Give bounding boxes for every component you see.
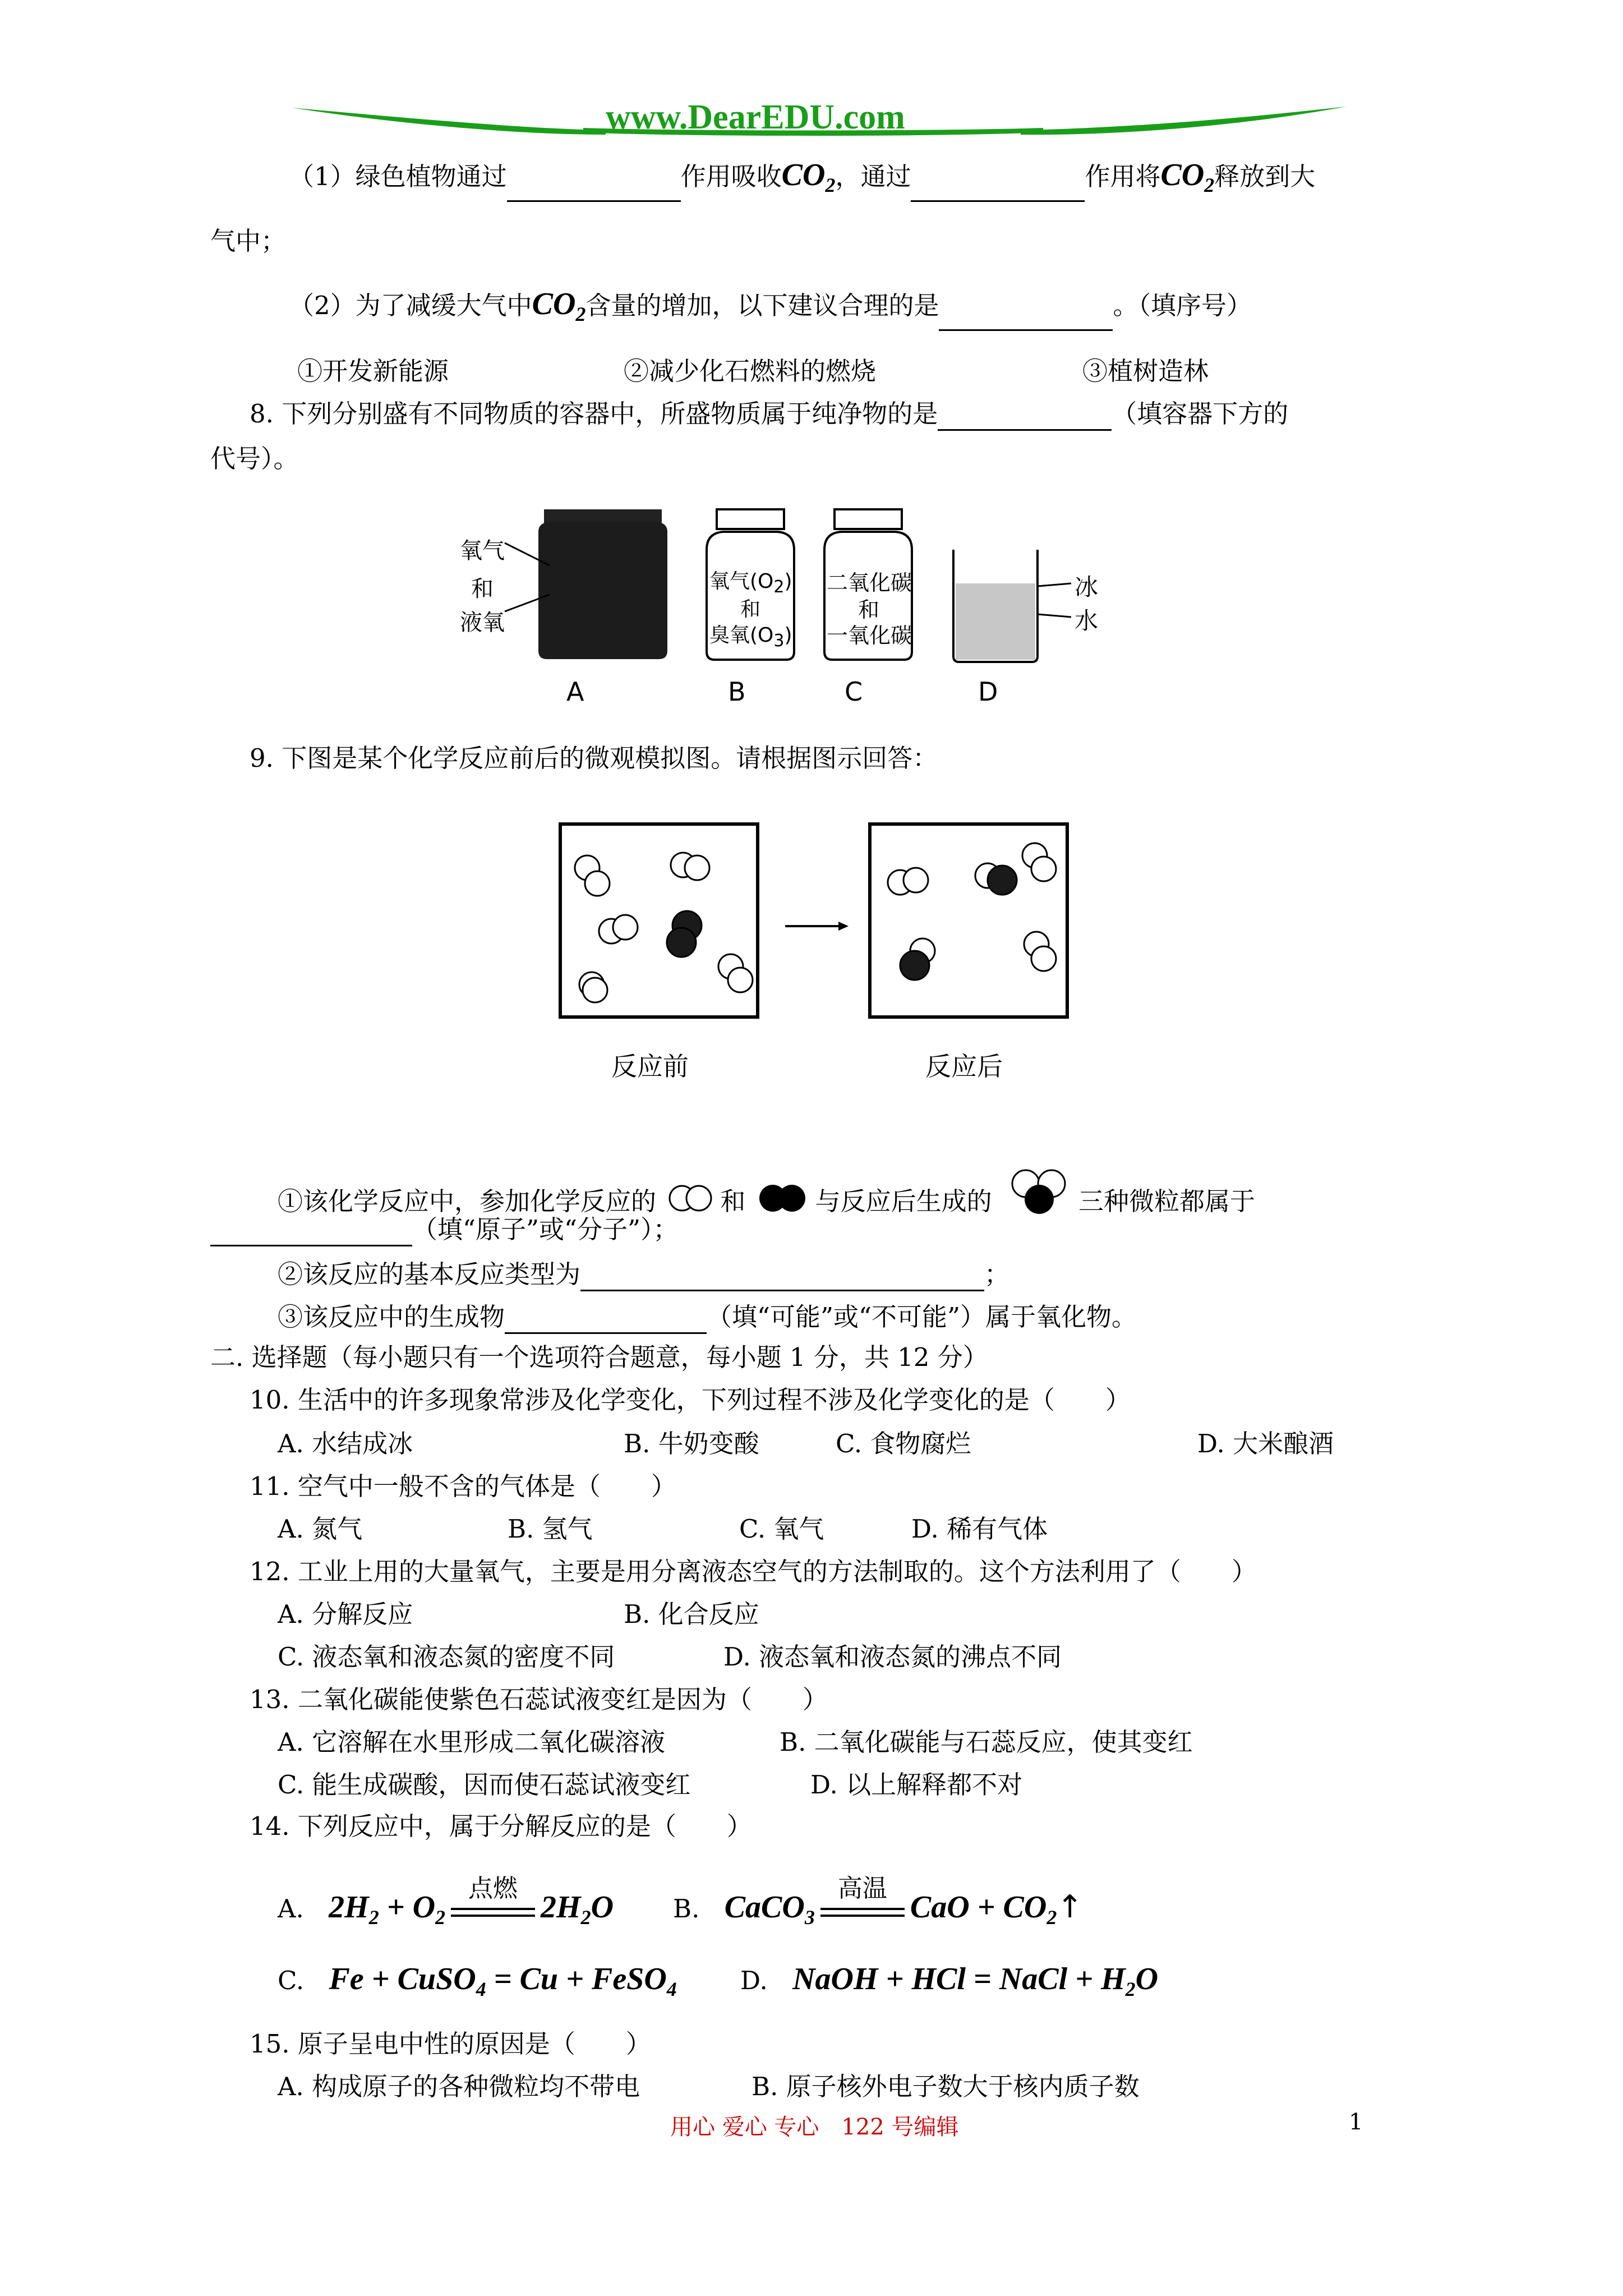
footer-text: 用心 爱心 专心 122 号编辑: [670, 2114, 959, 2140]
q7-part2: （2）为了减缓大气中$CO_2$含量的增加，以下建议合理的是 。（填序号）: [289, 287, 1252, 331]
q9-s2: ②该反应的基本反应类型为 ；: [278, 1258, 1009, 1291]
q7-opt3: ③植树造林: [1082, 356, 1209, 386]
label-d-line2: 水: [1075, 607, 1099, 634]
q14-option-b[interactable]: B. CaCO$_3$ 高温 CaO + $CO_2↑$: [673, 1874, 1083, 1929]
q10-option-d[interactable]: D. 大米酿酒: [1197, 1429, 1334, 1458]
containers-drawing: [460, 499, 1155, 668]
q15-stem: 15. 原子呈电中性的原因是（ ）: [250, 2029, 651, 2059]
q14-option-d[interactable]: D. NaOH + HCl = NaCl + $H_2O$: [740, 1962, 1159, 2001]
label-a-line1: 氧气: [460, 538, 505, 564]
q11-option-a[interactable]: A. 氮气: [278, 1514, 363, 1544]
q13-option-a[interactable]: A. 它溶解在水里形成二氧化碳溶液: [278, 1727, 666, 1757]
q7-opt1: ①开发新能源: [297, 356, 449, 386]
q8-stem: 8. 下列分别盛有不同物质的容器中，所盛物质属于纯净物的是 （填容器下方的: [250, 397, 1288, 431]
q12-stem: 12. 工业上用的大量氧气，主要是用分离液态空气的方法制取的。这个方法利用了（ ）: [250, 1557, 1257, 1586]
q13-option-b[interactable]: B. 二氧化碳能与石蕊反应，使其变红: [780, 1727, 1193, 1757]
q12-option-c[interactable]: C. 液态氧和液态氮的密度不同: [278, 1642, 615, 1672]
blank[interactable]: [507, 173, 681, 202]
after-caption: 反应后: [925, 1051, 1003, 1082]
before-caption: 反应前: [611, 1051, 689, 1082]
blank[interactable]: [210, 1218, 412, 1246]
mixed-molecule-icon: [1000, 1168, 1078, 1218]
label-b-line2: 和: [740, 598, 761, 621]
q12-option-b[interactable]: B. 化合反应: [624, 1599, 759, 1629]
label-b-line3: 臭氧$(O_3)$: [709, 624, 792, 651]
up-arrow-icon: ↑: [1057, 1889, 1083, 1925]
q14-stem: 14. 下列反应中，属于分解反应的是（ ）: [250, 1811, 752, 1841]
label-c-line2: 和: [858, 597, 880, 622]
q13-option-d[interactable]: D. 以上解释都不对: [810, 1770, 1023, 1800]
label-c-line1: 二氧化碳: [827, 570, 912, 595]
label-d-line1: 冰: [1075, 573, 1099, 601]
label-b-line1: 氧气$(O_2)$: [709, 570, 792, 597]
page-number: 1: [1349, 2109, 1363, 2135]
q14-option-c[interactable]: C. Fe + CuSO$_4$ = Cu + FeSO$_4$: [278, 1962, 677, 2001]
letter-d: D: [978, 677, 998, 707]
q10-option-c[interactable]: C. 食物腐烂: [836, 1429, 971, 1458]
q11-option-d[interactable]: D. 稀有气体: [911, 1514, 1048, 1544]
q7-opt2: ②减少化石燃料的燃烧: [624, 356, 877, 386]
q13-option-c[interactable]: C. 能生成碳酸，因而使石蕊试液变红: [278, 1770, 691, 1800]
condition-equals-sign: 点燃: [451, 1895, 535, 1927]
q10-option-a[interactable]: A. 水结成冰: [278, 1429, 413, 1458]
blank[interactable]: [939, 302, 1113, 331]
blank[interactable]: [938, 402, 1112, 431]
header-brand: www.DearEDU.com: [606, 98, 905, 136]
q9-s1-cont: （填“原子”或“分子”）；: [210, 1213, 679, 1246]
q8-containers-figure: [460, 499, 1155, 712]
black-molecule-icon: [754, 1185, 815, 1218]
q11-option-b[interactable]: B. 氢气: [508, 1514, 593, 1544]
letter-a: A: [566, 677, 584, 707]
q7-part1: （1）绿色植物通过 作用吸收$CO_2$，通过 作用将$CO_2$释放到大: [289, 158, 1315, 202]
label-c-line3: 一氧化碳: [827, 623, 912, 648]
q12-option-a[interactable]: A. 分解反应: [278, 1599, 413, 1629]
q13-stem: 13. 二氧化碳能使紫色石蕊试液变红是因为（ ）: [250, 1685, 828, 1714]
q9-stem: 9. 下图是某个化学反应前后的微观模拟图。请根据图示回答：: [250, 743, 938, 773]
letter-b: B: [728, 677, 746, 707]
q11-option-c[interactable]: C. 氧气: [739, 1514, 824, 1544]
blank[interactable]: [580, 1263, 984, 1291]
letter-c: C: [845, 677, 863, 707]
label-a-line2: 和: [471, 576, 494, 602]
q15-option-b[interactable]: B. 原子核外电子数大于核内质子数: [751, 2072, 1140, 2101]
q9-reaction-figure: [558, 822, 1074, 1091]
blank[interactable]: [505, 1305, 707, 1334]
q9-s1: ①该化学反应中，参加化学反应的 和 与反应后生成的 三种微粒都属于: [278, 1168, 1255, 1218]
q10-option-b[interactable]: B. 牛奶变酸: [624, 1429, 759, 1458]
header-logo: [292, 95, 1346, 157]
q10-stem: 10. 生活中的许多现象常涉及化学变化，下列过程不涉及化学变化的是（ ）: [250, 1385, 1131, 1415]
q15-option-a[interactable]: A. 构成原子的各种微粒均不带电: [278, 2072, 640, 2101]
q8-stem-cont: 代号）。: [210, 444, 299, 473]
q14-option-a[interactable]: A. $2H_2 + O_2$ 点燃 $2H_2O$: [278, 1874, 614, 1929]
q7-part1-cont: 气中；: [210, 226, 287, 256]
q11-stem: 11. 空气中一般不含的气体是（ ）: [250, 1471, 676, 1501]
q9-s3: ③该反应中的生成物 （填“可能”或“不可能”）属于氧化物。: [278, 1300, 1137, 1334]
label-a-line3: 液氧: [460, 610, 505, 636]
q12-option-d[interactable]: D. 液态氧和液态氮的沸点不同: [723, 1642, 1062, 1672]
blank[interactable]: [911, 173, 1085, 202]
condition-equals-sign: 高温: [820, 1895, 905, 1927]
reaction-drawing: [558, 822, 1074, 1024]
section2-heading: 二. 选择题（每小题只有一个选项符合题意，每小题 1 分，共 12 分）: [210, 1342, 988, 1372]
